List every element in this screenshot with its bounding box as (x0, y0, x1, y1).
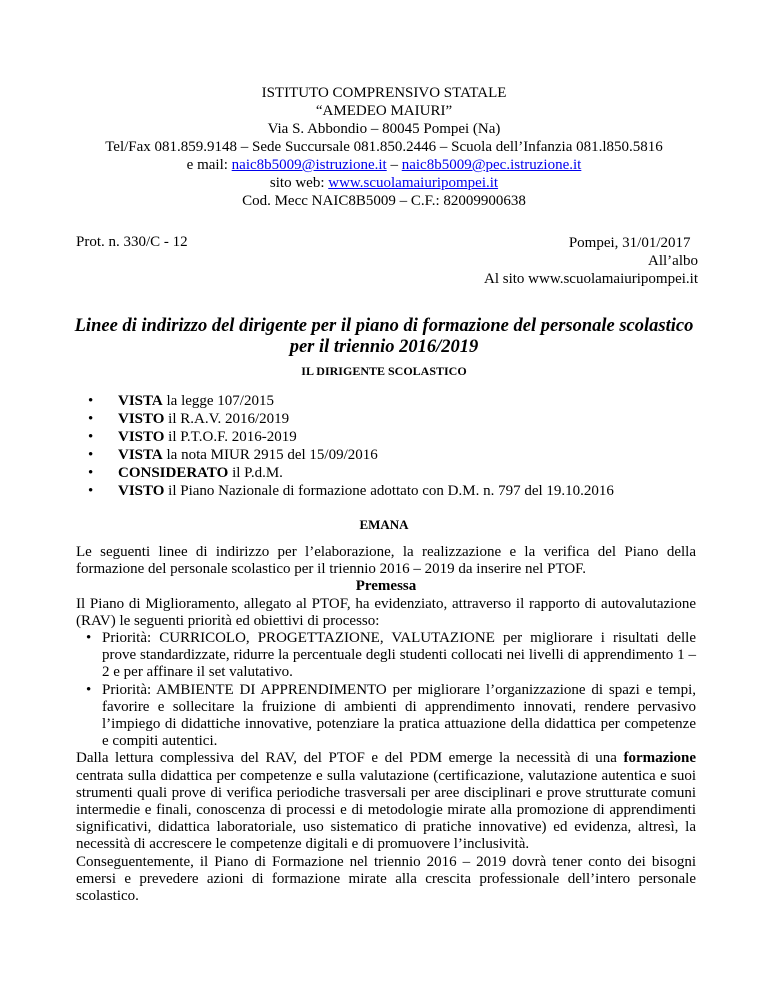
recital-item (88, 446, 614, 464)
website-label: sito web: (269, 175, 329, 191)
school-address: Via S. Abbondio – 80045 Pompei (Na) (267, 121, 501, 137)
school-type: ISTITUTO COMPRENSIVO STATALE (261, 85, 507, 101)
school-name: “AMEDEO MAIURI” (315, 103, 453, 119)
recipient-website: Al sito www.scuolamaiuripompei.it (484, 271, 698, 287)
recitals-list (88, 392, 614, 500)
recital-keyword: VISTO (118, 411, 165, 427)
recital-item (88, 392, 614, 410)
intro-paragraph: Le seguenti linee di indirizzo per l’elaborazione, la realizzazione e la verifica del Piano della formazione del personale scolastico per il triennio 2016 – 2019 da inserire nel PTOF. (76, 544, 696, 578)
recital-keyword: VISTO (118, 483, 165, 499)
recital-item (88, 428, 614, 446)
recital-keyword: VISTA (118, 393, 163, 409)
para2-bold: formazione (623, 750, 696, 767)
recital-item (88, 482, 614, 500)
para2-end: centrata sulla didattica per competenze e sulla valutazione (certificazione, valutazione autentica e suoi strumenti quali prove di verifica periodiche trasversali per aree disciplinari e prove strutturate comuni intermedie e finali, conoscenza di processi e di metodologie mirate alla promozione di apprendimenti significativi, didattica laboratoriale, uso sistematico di pratiche innovative) ed evidenza, altresì, la necessità di accrescere le competenze digitali e di promuovere l’inclusività. (76, 767, 696, 853)
issuer-heading: IL DIRIGENTE SCOLASTICO (301, 364, 467, 378)
recital-keyword: CONSIDERATO (118, 465, 229, 481)
document-body (76, 544, 696, 905)
emana-heading: EMANA (359, 517, 409, 532)
school-codes: Cod. Mecc NAIC8B5009 – C.F.: 82009900638 (242, 193, 526, 209)
document-title (60, 316, 708, 358)
title-line-2: per il triennio 2016/2019 (289, 337, 479, 357)
recital-keyword: VISTA (118, 447, 163, 463)
paragraph-conclusion: Conseguentemente, il Piano di Formazione nel triennio 2016 – 2019 dovrà tener conto dei bisogni emersi e prevedere azioni di formazione mirate alla crescita professionale dell’intero personale scolastico. (76, 853, 696, 905)
paragraph-training-needs (76, 750, 696, 853)
email-link-istruzione[interactable]: naic8b5009@istruzione.it (231, 157, 387, 173)
school-letterhead (60, 84, 708, 210)
email-link-pec[interactable]: naic8b5009@pec.istruzione.it (401, 157, 582, 173)
email-label: e mail: (186, 157, 232, 173)
title-line-1: Linee di indirizzo del dirigente per il piano di formazione del personale scolastico (74, 316, 694, 336)
recital-text: la legge 107/2015 (162, 393, 274, 409)
para2-start: Dalla lettura complessiva del RAV, del PTOF e del PDM emerge la necessità di una (76, 750, 624, 767)
recital-item (88, 410, 614, 428)
school-website (60, 174, 708, 192)
recital-item (88, 464, 614, 482)
recital-keyword: VISTO (118, 429, 165, 445)
email-separator: – (386, 157, 402, 173)
recital-text: il P.T.O.F. 2016-2019 (164, 429, 297, 445)
school-phones: Tel/Fax 081.859.9148 – Sede Succursale 081.850.2446 – Scuola dell’Infanzia 081.l850.5816 (105, 139, 663, 155)
recital-text: il R.A.V. 2016/2019 (164, 411, 290, 427)
school-emails (60, 156, 708, 174)
recital-text: il Piano Nazionale di formazione adottato con D.M. n. 797 del 19.10.2016 (164, 483, 614, 499)
priority-item: • Priorità: CURRICOLO, PROGETTAZIONE, VALUTAZIONE per migliorare i risultati delle prove standardizzate, ridurre la percentuale degli studenti collocati nei livelli di apprendimento 1 – 2 e per affinare il set valutativo. (76, 630, 696, 682)
priorities-list (76, 630, 696, 750)
premessa-heading: Premessa (355, 578, 417, 595)
place-date: Pompei, 31/01/2017 (568, 235, 698, 251)
recipient-albo: All’albo (648, 253, 698, 269)
paragraph-priorities-intro: Il Piano di Miglioramento, allegato al PTOF, ha evidenziato, attraverso il rapporto di autovalutazione (RAV) le seguenti priorità ed obiettivi di processo: (76, 595, 696, 629)
priority-item: • Priorità: AMBIENTE DI APPRENDIMENTO per migliorare l’organizzazione di spazi e tempi, favorire e sollecitare la fruizione di ambienti di apprendimento innovati, rendere pervasivo l’impiego di didattiche innovative, potenziare la pratica attuazione della didattica per competenze e compiti autentici. (76, 682, 696, 751)
place-date-block (484, 234, 698, 288)
protocol-number: Prot. n. 330/C - 12 (76, 234, 188, 250)
recital-text: la nota MIUR 2915 del 15/09/2016 (162, 447, 378, 463)
recital-text: il P.d.M. (228, 465, 283, 481)
website-link[interactable]: www.scuolamaiuripompei.it (328, 175, 499, 191)
